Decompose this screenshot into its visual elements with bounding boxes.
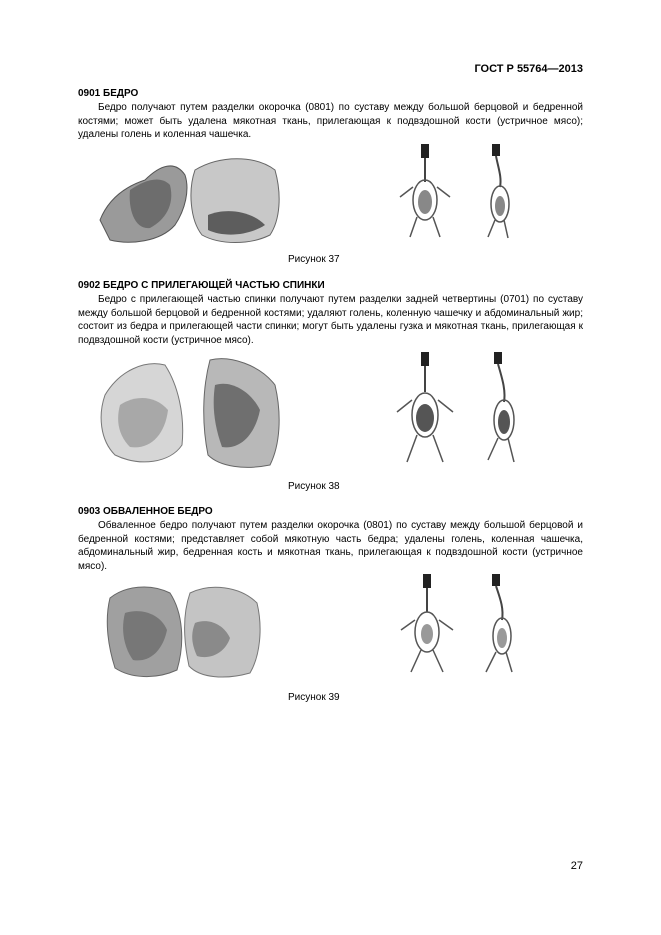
skeleton-front-38	[393, 350, 457, 468]
skeleton-side-38	[480, 350, 524, 468]
section-text-0901-body: Бедро получают путем разделки окорочка (0801) по суставу между большой берцовой и бедренной костями; может быть удалена мякотная ткань, прилегающая к подвздошной кости (устричное мясо); удалены голень и коленная чашечка.	[78, 102, 583, 140]
figure-caption-37: Рисунок 37	[288, 254, 340, 265]
section-text-0902	[78, 293, 583, 347]
section-text-0903	[78, 519, 583, 573]
figure-caption-39: Рисунок 39	[288, 692, 340, 703]
section-text-0901	[78, 101, 583, 142]
boneless-thigh-photo-39	[105, 578, 265, 683]
skeleton-front-39	[395, 572, 459, 677]
skeleton-front-37	[395, 142, 455, 242]
thigh-photo-37	[90, 150, 290, 250]
section-title-0902: 0902 БЕДРО С ПРИЛЕГАЮЩЕЙ ЧАСТЬЮ СПИНКИ	[78, 280, 325, 291]
skeleton-side-37	[480, 142, 520, 242]
standard-header: ГОСТ Р 55764—2013	[474, 63, 583, 75]
page-number: 27	[570, 860, 583, 872]
section-text-0902-body: Бедро с прилегающей частью спинки получают путем разделки задней четвертины (0701) по суставу между большой берцовой и бедренной костями; удаляют голень, коленную чашечку и абдоминальный жир; состоит из бедра и прилегающей части спинки; могут быть удалены гузка и мякотная ткань, прилегающая к подвздошной кости (устричное мясо).	[78, 294, 583, 346]
section-title-0903: 0903 ОБВАЛЕННОЕ БЕДРО	[78, 506, 213, 517]
thigh-back-photo-38	[90, 355, 290, 473]
skeleton-side-39	[478, 572, 522, 677]
figure-caption-38: Рисунок 38	[288, 481, 340, 492]
section-text-0903-body: Обваленное бедро получают путем разделки окорочка (0801) по суставу между большой берцовой и бедренной костями; представляет собой мякотную часть бедра; удалены голень, коленная чашечка, абдоминальный жир, бедренная кость и мякотная ткань, прилегающая к подвздошной кости (устричное мясо).	[78, 520, 583, 572]
section-title-0901: 0901 БЕДРО	[78, 88, 139, 99]
